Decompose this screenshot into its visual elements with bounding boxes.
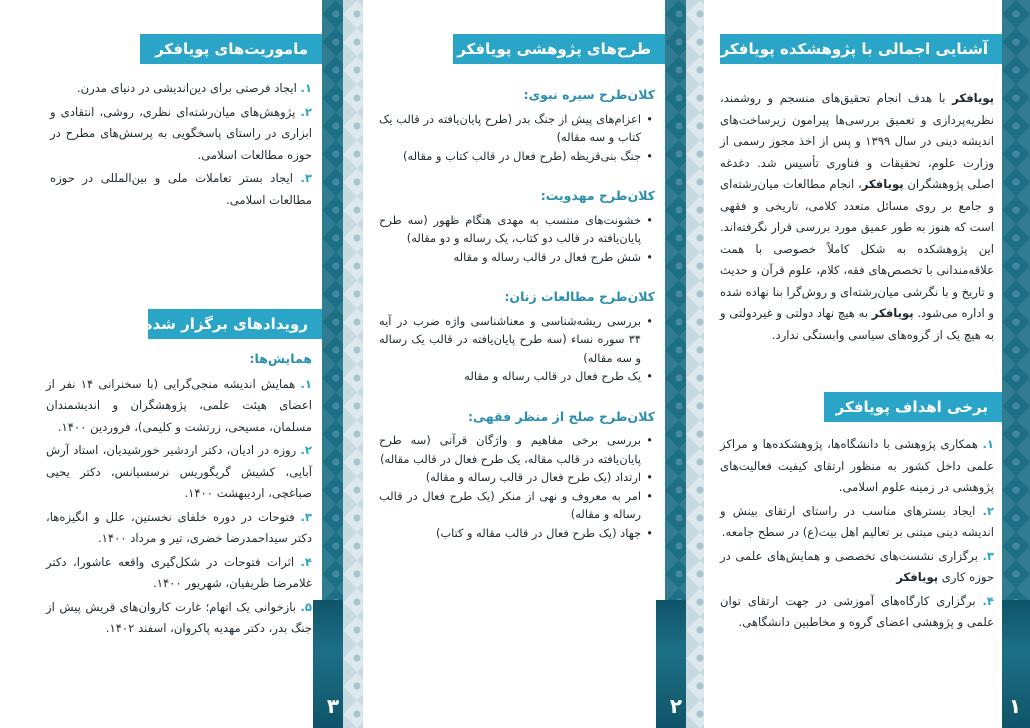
list-item: • امر به معروف و نهی از منکر (یک طرح فعال در قالب رساله و مقاله) <box>379 487 655 524</box>
list-item: • جنگ بنی‌قریظه (طرح فعال در قالب کتاب و مقاله) <box>379 147 655 166</box>
group-heading: کلان‌طرح سیره نبوی: <box>523 87 655 102</box>
mission-item: ۲. پژوهش‌های میان‌رشته‌ای نظری، روشی، انتقادی و ابزاری در راستای پاسخگویی به پرسش‌های مطرح در حوزه مطالعات اسلامی. <box>50 104 312 162</box>
decorative-pattern-strip <box>686 0 704 728</box>
goal-item: ۲. ایجاد بسترهای مناسب در راستای ارتقای بینش و اندیشه دینی مبتنی بر تعالیم اهل بیت(ع) در سطح جامعه. <box>720 503 994 539</box>
page-number-1: ۱ <box>1008 694 1022 718</box>
list-item: • ارتداد (یک طرح فعال در قالب رساله و مقاله) <box>379 468 655 487</box>
panel-page-3 <box>0 0 343 728</box>
conferences-heading: همایش‌ها: <box>249 351 312 366</box>
event-item: ۳. فتوحات در دوره خلفای نخستین، علل و انگیزه‌ها، دکتر سیداحمدرضا خضری، تیر و مرداد ۱۴۰۰. <box>46 509 312 545</box>
events-title: رویدادهای برگزار شده <box>148 309 322 339</box>
page-number-3: ۳ <box>326 694 340 718</box>
list-item: • شش طرح فعال در قالب رساله و مقاله <box>379 248 655 267</box>
group-heading: کلان‌طرح مطالعات زنان: <box>504 289 655 304</box>
about-paragraph: پویافکر با هدف انجام تحقیق‌های منسجم و روشمند، نظریه‌پردازی و تعمیق بررسی‌ها پیرامون زیرساخت‌های اندیشه دینی در سال ۱۳۹۹ و پس از اخذ مجوز رسمی از وزارت علوم، تحقیقات و فناوری تأسیس شد. دغدغه اصلی پژوهشگران پویافکر، انجام مطالعات میان‌رشته‌ای و جامع بر روی مسائل متعدد کلامی، تاریخی و فقهی است که هنوز به طور عمیق مورد بررسی قرار نگرفته‌اند. این پژوهشکده به شکل کاملاً خصوصی با همت علاقه‌مندانی با تخصص‌های فقه، کلام، علوم قرآن و حدیث و تاریخ و با نگرشی میان‌رشته‌ای و روش‌گرا بنا نهاده شده و اداره می‌شود. پویافکر به هیچ نهاد دولتی و غیردولتی و به هیچ یک از گروه‌های سیاسی وابستگی ندارد. <box>720 91 995 342</box>
about-title: آشنایی اجمالی با پژوهشکده پویافکر <box>720 34 1002 64</box>
panel-page-1 <box>686 0 1030 728</box>
mission-item: ۳. ایجاد بستر تعاملات ملی و بین‌المللی در حوزه مطالعات اسلامی. <box>50 171 312 207</box>
group-heading: کلان‌طرح مهدویت: <box>540 188 655 203</box>
research-projects-list <box>379 84 655 562</box>
project-group <box>379 84 655 165</box>
research-projects-title: طرح‌های پژوهشی پویافکر <box>453 34 665 64</box>
event-item: ۴. اثرات فتوحات در شکل‌گیری واقعه عاشورا، دکتر غلامرضا ظریفیان، شهریور ۱۴۰۰. <box>46 554 312 590</box>
page-number-2: ۲ <box>669 694 683 718</box>
panel-page-2 <box>343 0 686 728</box>
event-item: ۱. همایش اندیشه منجی‌گرایی (با سخنرانی ۱۴ نفر از اعضای هیئت علمی، پژوهشگران و اندیشمندان مسلمان، مسیحی، زرتشت و کلیمی)، فروردین ۱۴۰۰. <box>46 376 312 434</box>
events-section <box>46 348 312 642</box>
decorative-pattern-strip <box>343 0 363 728</box>
list-item: • خشونت‌های منتسب به مهدی هنگام ظهور (سه طرح پایان‌یافته در قالب دو کتاب، یک رساله و دو مقاله) <box>379 211 655 248</box>
list-item: • بررسی برخی مفاهیم و واژگان قرآنی (سه طرح پایان‌یافته در قالب مقاله، یک طرح فعال در قالب مقاله) <box>379 431 655 468</box>
missions-list <box>50 78 312 213</box>
event-item: ۵. بازخوانی یک اتهام؛ غارت کاروان‌های قریش پیش از جنگ بدر، دکتر مهدیه پاکروان، اسفند ۱۴۰۲. <box>46 599 312 635</box>
group-heading: کلان‌طرح صلح از منظر فقهی: <box>468 408 655 424</box>
project-group <box>379 185 655 266</box>
goals-title: برخی اهداف پویافکر <box>824 392 1002 422</box>
list-item: • یک طرح فعال در قالب رساله و مقاله <box>379 367 655 386</box>
mission-item: ۱. ایجاد فرصتی برای دین‌اندیشی در دنیای مدرن. <box>76 81 312 95</box>
goals-list <box>720 434 994 636</box>
missions-title: ماموریت‌های پویافکر <box>140 34 322 64</box>
goal-item: ۴. برگزاری کارگاه‌های آموزشی در جهت ارتقای توان علمی و پژوهشی اعضای گروه و مخاطبین دانشگاهی. <box>720 593 994 629</box>
goal-item: ۳. برگزاری نشست‌های تخصصی و همایش‌های علمی در حوزه کاری پویافکر <box>720 548 994 584</box>
project-group <box>379 286 655 386</box>
project-group <box>379 406 655 543</box>
list-item: • اعزام‌های پیش از جنگ بدر (طرح پایان‌یافته در قالب یک کتاب و سه مقاله) <box>379 110 655 147</box>
list-item: • بررسی ریشه‌شناسی و معناشناسی واژه ضرب در آیه ۳۴ سوره نساء (سه طرح پایان‌یافته در قالب یک رساله و سه مقاله) <box>379 312 655 368</box>
goal-item: ۱. همکاری پژوهشی با دانشگاه‌ها، پژوهشکده‌ها و مراکز علمی داخل کشور به منظور ارتقای کیفیت فعالیت‌های پژوهشی در زمینه علوم اسلامی. <box>720 437 994 494</box>
event-item: ۲. روزه در ادیان، دکتر اردشیر خورشیدیان، استاد آرش آبایی، کشیش گریگوریس نرسسیانس، دکتر یحیی صباغچی، اردیبهشت ۱۴۰۰. <box>46 443 312 500</box>
list-item: • جهاد (یک طرح فعال در قالب مقاله و کتاب) <box>379 524 655 543</box>
